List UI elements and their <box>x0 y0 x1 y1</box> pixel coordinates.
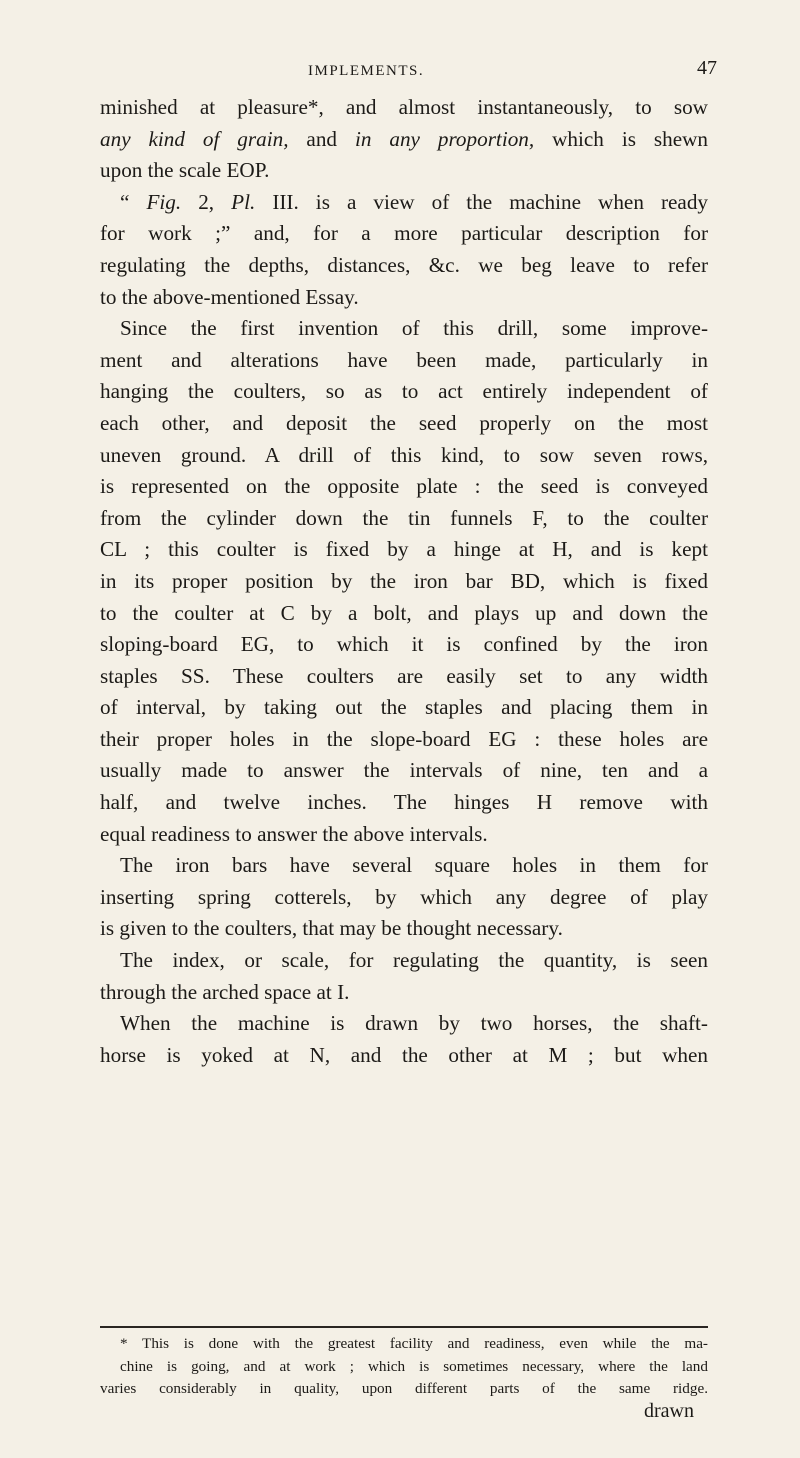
text-line: for work ;” and, for a more particular description for <box>100 221 708 246</box>
text-line: each other, and deposit the seed properly on the most <box>100 410 708 435</box>
text-line: uneven ground. A drill of this kind, to sow seven rows, <box>100 442 708 467</box>
running-head: IMPLEMENTS. <box>308 63 425 79</box>
italic-phrase: Pl. <box>231 189 256 214</box>
text-line: The iron bars have several square holes in them for <box>120 853 708 878</box>
text-line: of interval, by taking out the staples and placing them in <box>100 695 708 720</box>
text-line: CL ; this coulter is fixed by a hinge at H, and is kept <box>100 537 708 562</box>
text-line: hanging the coulters, so as to act entirely independent of <box>100 379 708 404</box>
text-line: ment and alterations have been made, particularly in <box>100 347 708 372</box>
paragraph-5 <box>100 945 708 1008</box>
footnote-divider <box>100 1326 708 1328</box>
paragraph-2 <box>100 187 708 313</box>
paragraph-3 <box>100 313 708 850</box>
text-line: sloping-board EG, to which it is confined by the iron <box>100 632 708 657</box>
text-line: their proper holes in the slope-board EG : these holes are <box>100 726 708 751</box>
text-line: is given to the coulters, that may be thought necessary. <box>100 916 563 941</box>
text-line: to the above-mentioned Essay. <box>100 284 359 309</box>
text-line: is represented on the opposite plate : the seed is conveyed <box>100 474 708 499</box>
text-line: usually made to answer the intervals of nine, ten and a <box>100 758 708 783</box>
text-line: horse is yoked at N, and the other at M ; but when <box>100 1042 708 1067</box>
text-line: inserting spring cotterels, by which any degree of play <box>100 884 708 909</box>
text-line: regulating the depths, distances, &c. we beg leave to refer <box>100 252 708 277</box>
text-line: The index, or scale, for regulating the quantity, is seen <box>120 948 708 973</box>
text-line: from the cylinder down the tin funnels F, to the coulter <box>100 505 708 530</box>
paragraph-1 <box>100 92 708 187</box>
footnote-line: varies considerably in quality, upon different parts of the same ridge. <box>100 1380 708 1397</box>
text-line: staples SS. These coulters are easily set to any width <box>100 663 708 688</box>
italic-phrase: in any proportion, <box>354 126 535 151</box>
text-line: Since the first invention of this drill, some improve- <box>120 316 708 341</box>
italic-phrase: Fig. <box>146 189 182 214</box>
page-number: 47 <box>697 57 717 79</box>
text-line: When the machine is drawn by two horses, the shaft- <box>120 1011 708 1036</box>
text-line: upon the scale EOP. <box>100 158 270 183</box>
text-line: to the coulter at C by a bolt, and plays up and down the <box>100 600 708 625</box>
text-line: any kind of grain, and in any proportion, which is shewn <box>100 126 708 151</box>
text-line: half, and twelve inches. The hinges H remove with <box>100 790 708 815</box>
text-line: in its proper position by the iron bar BD, which is fixed <box>100 568 708 593</box>
italic-phrase: any kind of grain, <box>100 126 289 151</box>
paragraph-4 <box>100 850 708 945</box>
paragraph-6 <box>100 1008 708 1071</box>
text-line: equal readiness to answer the above intervals. <box>100 821 488 846</box>
footnote-line: chine is going, and at work ; which is sometimes necessary, where the land <box>120 1357 708 1375</box>
footnote-line: * This is done with the greatest facility and readiness, even while the ma- <box>120 1335 708 1352</box>
text-line: through the arched space at I. <box>100 979 350 1004</box>
footnote <box>100 1333 708 1401</box>
text-line: “ Fig. 2, Pl. III. is a view of the machine when ready <box>120 189 709 214</box>
text-line: minished at pleasure*, and almost instantaneously, to sow <box>100 95 708 119</box>
body-text <box>100 92 708 1071</box>
page-header <box>0 55 800 85</box>
catchword: drawn <box>644 1400 694 1422</box>
